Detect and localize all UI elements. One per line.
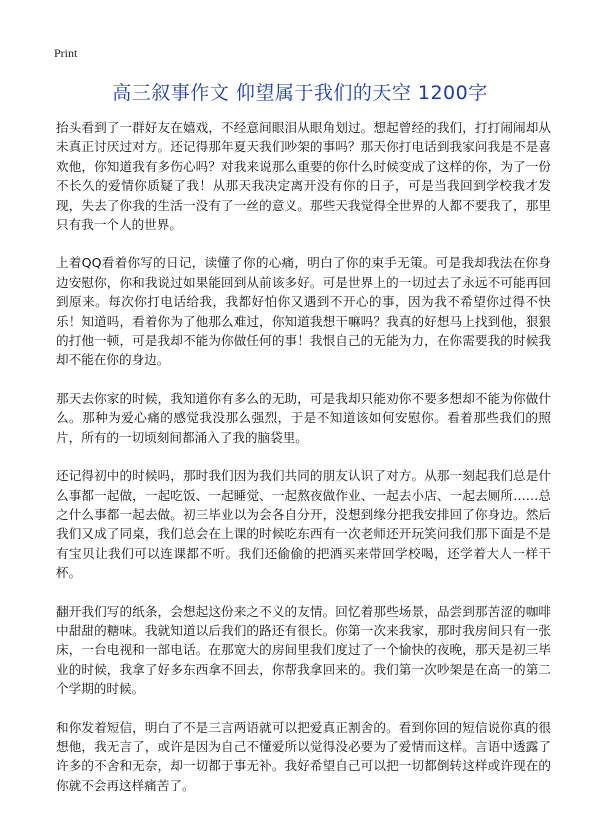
article-paragraph-4: 还记得初中的时候吗，那时我们因为我们共同的朋友认识了对方。从那一刻起我们总是什么事都一起做，一起吃饭、一起睡觉、一起熬夜做作业、一起去小店、一起去厕所……总之什么事都一起去做。初三毕业以为会各自分开，没想到缘分把我安排回了你身边。然后我们又成了同桌，我们总会在上课的时候吃东西有一次老师还开玩笑问我们那下面是不是有宝贝让我们可以连课都不听。我们还偷偷的把酒买来带回学校喝，还学着大人一样干杯。 xyxy=(56,468,551,581)
print-label: Print xyxy=(54,46,78,60)
article-paragraph-5: 翻开我们写的纸条，会想起这份来之不义的友情。回忆着那些场景，品尝到那苦涩的咖啡中甜甜的糖味。我就知道以后我们的路还有很长。你第一次来我家，那时我房间只有一张床，一台电视和一部电话。在那宽大的房间里我们度过了一个愉快的夜晚，那天是初三毕业的时候，我拿了好多东西拿不回去，你帮我拿回来的。我们第一次吵架是在高一的第二个学期的时候。 xyxy=(56,603,551,697)
article-paragraph-3: 那天去你家的时候，我知道你有多么的无助，可是我却只能劝你不要多想却不能为你做什么。那种为爱心痛的感觉我没那么强烈，于是不知道该如何安慰你。看着那些我们的照片，所有的一切顷刻间都涌入了我的脑袋里。 xyxy=(56,390,551,445)
article-title: 高三叙事作文 仰望属于我们的天空 1200字 xyxy=(112,82,488,104)
article-paragraph-6: 和你发着短信，明白了不是三言两语就可以把爱真正割舍的。看到你回的短信说你真的很想他，我无言了，或许是因为自己不懂爱所以觉得没必要为了爱情而这样。言语中透露了许多的不舍和无奈，却一切都于事无补。我好希望自己可以把一切都倒转这样或许现在的你就不会再这样痛苦了。 xyxy=(56,719,551,793)
article-paragraph-2: 上着QQ看着你写的日记，读懂了你的心痛，明白了你的束手无策。可是我却我法在你身边安慰你，你和我说过如果能回到从前该多好。可是世界上的一切过去了永远不可能再回到原来。每次你打电话给我，我都好怕你又遇到不开心的事，因为我不希望你过得不快乐！知道吗，看着你为了他那么难过，你知道我想干嘛吗？我真的好想马上找到他，狠狠的打他一顿，可是我却不能为你做任何的事！我恨自己的无能为力，在你需要我的时候我却不能在你的身边。 xyxy=(56,255,551,368)
article-body xyxy=(56,118,551,814)
article-paragraph-1: 抬头看到了一群好友在嬉戏，不经意间眼泪从眼角划过。想起曾经的我们，打打闹闹却从未真正讨厌过对方。还记得那年夏天我们吵架的事吗？那天你打电话到我家问我是不是喜欢他，你知道我有多伤心吗？对我来说那么重要的你什么时候变成了这样的你，为了一份不长久的爱情你质疑了我！从那天我决定离开没有你的日子，可是当我回到学校我才发现，失去了你我的生活一没有了一丝的意义。那些天我觉得全世界的人都不要我了，那里只有我一个人的世界。 xyxy=(56,120,551,233)
